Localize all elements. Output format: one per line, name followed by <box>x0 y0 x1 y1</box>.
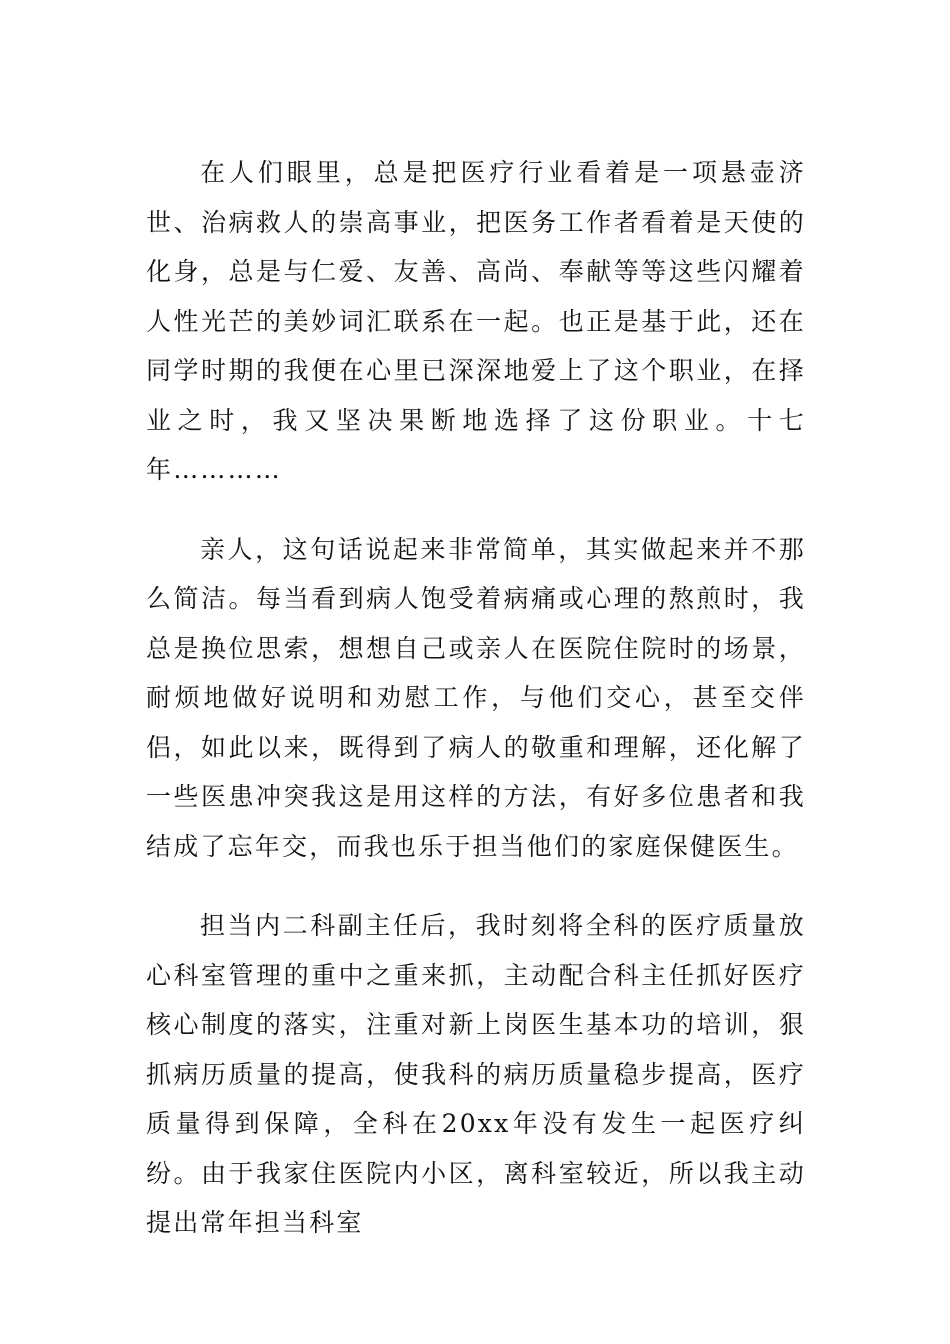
document-body <box>146 148 806 1248</box>
paragraph-2: 亲人，这句话说起来非常简单，其实做起来并不那么简洁。每当看到病人饱受着病痛或心理的熬煎时，我总是换位思索，想想自己或亲人在医院住院时的场景，耐烦地做好说明和劝慰工作，与他们交心，甚至交伴侣，如此以来，既得到了病人的敬重和理解，还化解了一些医患冲突我这是用这样的方法，有好多位患者和我结成了忘年交，而我也乐于担当他们的家庭保健医生。 <box>146 534 806 861</box>
paragraph-1: 在人们眼里，总是把医疗行业看着是一项悬壶济世、治病救人的崇高事业，把医务工作者看着是天使的化身，总是与仁爱、友善、高尚、奉献等等这些闪耀着人性光芒的美妙词汇联系在一起。也正是基于此，还在同学时期的我便在心里已深深地爱上了这个职业，在择业之时，我又坚决果断地选择了这份职业。十七年………… <box>146 158 806 484</box>
paragraph-3: 担当内二科副主任后，我时刻将全科的医疗质量放心科室管理的重中之重来抓，主动配合科主任抓好医疗核心制度的落实，注重对新上岗医生基本功的培训，狠抓病历质量的提高，使我科的病历质量稳步提高，医疗质量得到保障，全科在20xx年没有发生一起医疗纠纷。由于我家住医院内小区，离科室较近，所以我主动提出常年担当科室 <box>146 911 806 1237</box>
